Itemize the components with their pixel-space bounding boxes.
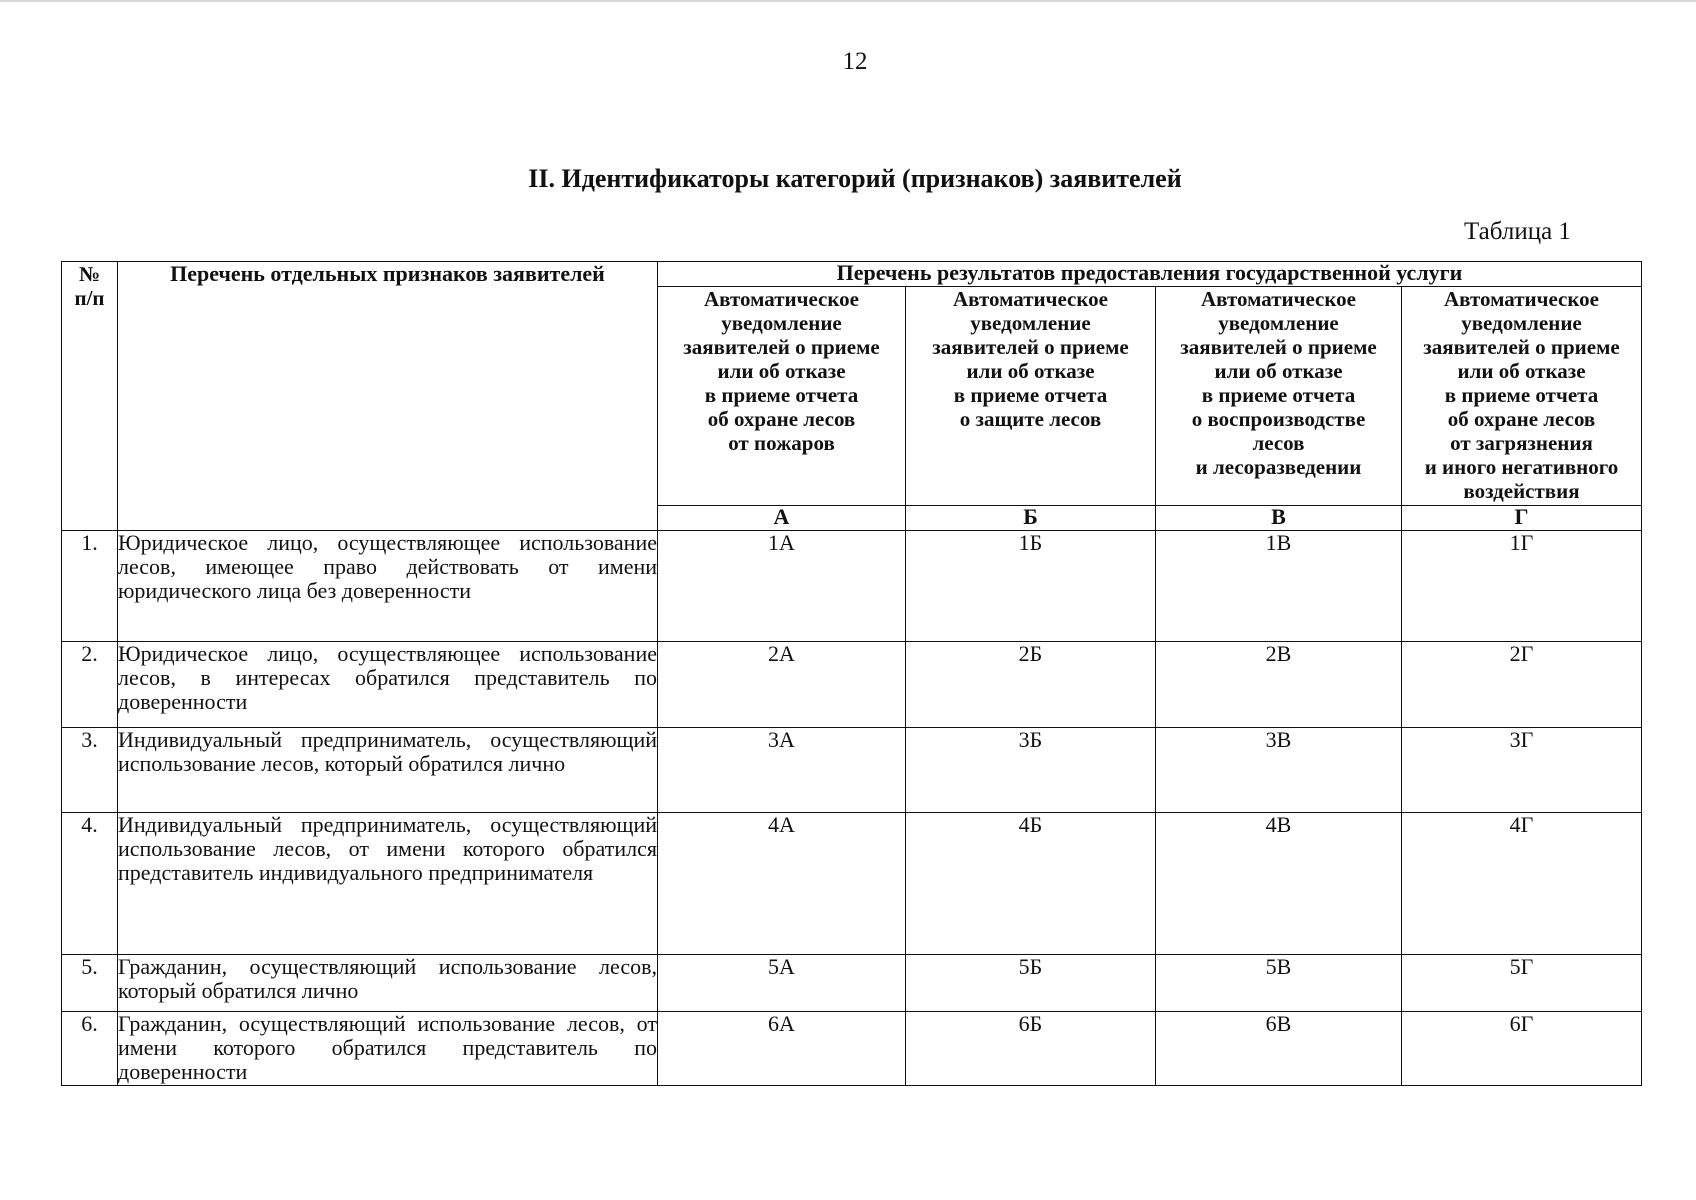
- table-row: [62, 728, 1642, 813]
- row-code: 2А: [658, 642, 906, 728]
- column-header-result-v: Автоматическое уведомление заявителей о приеме или об отказе в приеме отчета о воспроизводстве лесов и лесоразведении: [1156, 287, 1402, 506]
- row-description: Индивидуальный предприниматель, осуществляющий использование лесов, от имени которого обратился представитель индивидуального предпринимателя: [118, 813, 658, 955]
- column-header-applicant-signs: Перечень отдельных признаков заявителей: [118, 262, 658, 531]
- column-letter-a: А: [658, 506, 906, 531]
- column-header-result-g: Автоматическое уведомление заявителей о приеме или об отказе в приеме отчета об охране лесов от загрязнения и иного негативного воздействия: [1402, 287, 1642, 506]
- row-code: 3В: [1156, 728, 1402, 813]
- row-description: Гражданин, осуществляющий использование лесов, от имени которого обратился представитель по доверенности: [118, 1011, 657, 1084]
- row-code: 6В: [1156, 1012, 1402, 1086]
- table-row: [62, 955, 1642, 1012]
- row-description: Гражданин, осуществляющий использование лесов, который обратился лично: [118, 955, 658, 1012]
- row-code: 2Г: [1402, 642, 1642, 728]
- row-code: 3Г: [1402, 728, 1642, 813]
- row-number: 2.: [62, 642, 118, 728]
- column-header-service-results: Перечень результатов предоставления государственной услуги: [658, 262, 1642, 287]
- row-code: 4А: [658, 813, 906, 955]
- row-code: 4Г: [1402, 813, 1642, 955]
- column-header-result-a: Автоматическое уведомление заявителей о приеме или об отказе в приеме отчета об охране лесов от пожаров: [658, 287, 906, 506]
- column-header-number: № п/п: [62, 262, 118, 531]
- row-code: 5В: [1156, 955, 1402, 1012]
- row-code: 6А: [658, 1012, 906, 1086]
- row-code: 1В: [1156, 531, 1402, 642]
- row-description: Индивидуальный предприниматель, осуществляющий использование лесов, который обратился лично: [118, 728, 658, 813]
- row-code: 4Б: [906, 813, 1156, 955]
- row-number: 6.: [62, 1012, 118, 1086]
- applicant-categories-table: [61, 261, 1642, 1086]
- table-row: [62, 642, 1642, 728]
- row-number: 5.: [62, 955, 118, 1012]
- row-code: 3Б: [906, 728, 1156, 813]
- row-code: 3А: [658, 728, 906, 813]
- row-description: Юридическое лицо, осуществляющее использование лесов, имеющее право действовать от имени юридического лица без доверенности: [118, 531, 658, 642]
- row-code: 6Б: [906, 1012, 1156, 1086]
- table-row: [62, 531, 1642, 642]
- row-code: 5Г: [1402, 955, 1642, 1012]
- row-description: Юридическое лицо, осуществляющее использование лесов, в интересах обратился представитель по доверенности: [118, 642, 658, 728]
- row-code: 2Б: [906, 642, 1156, 728]
- column-header-result-b: Автоматическое уведомление заявителей о приеме или об отказе в приеме отчета о защите лесов: [906, 287, 1156, 506]
- row-code: 6Г: [1402, 1012, 1642, 1086]
- row-code: 4В: [1156, 813, 1402, 955]
- row-code: 2В: [1156, 642, 1402, 728]
- table-row: [62, 813, 1642, 955]
- row-code: 5А: [658, 955, 906, 1012]
- column-letter-v: В: [1156, 506, 1402, 531]
- page-top-border: [0, 0, 1696, 2]
- row-code: 1Б: [906, 531, 1156, 642]
- page-number: 12: [842, 48, 868, 75]
- row-number: 3.: [62, 728, 118, 813]
- row-code: 1Г: [1402, 531, 1642, 642]
- column-letter-g: Г: [1402, 506, 1642, 531]
- column-letter-b: Б: [906, 506, 1156, 531]
- row-code: 5Б: [906, 955, 1156, 1012]
- row-number: 1.: [62, 531, 118, 642]
- row-code: 1А: [658, 531, 906, 642]
- row-number: 4.: [62, 813, 118, 955]
- table-caption: Таблица 1: [1464, 218, 1571, 245]
- section-heading: II. Идентификаторы категорий (признаков) заявителей: [528, 164, 1182, 193]
- table-row: [62, 1012, 1642, 1086]
